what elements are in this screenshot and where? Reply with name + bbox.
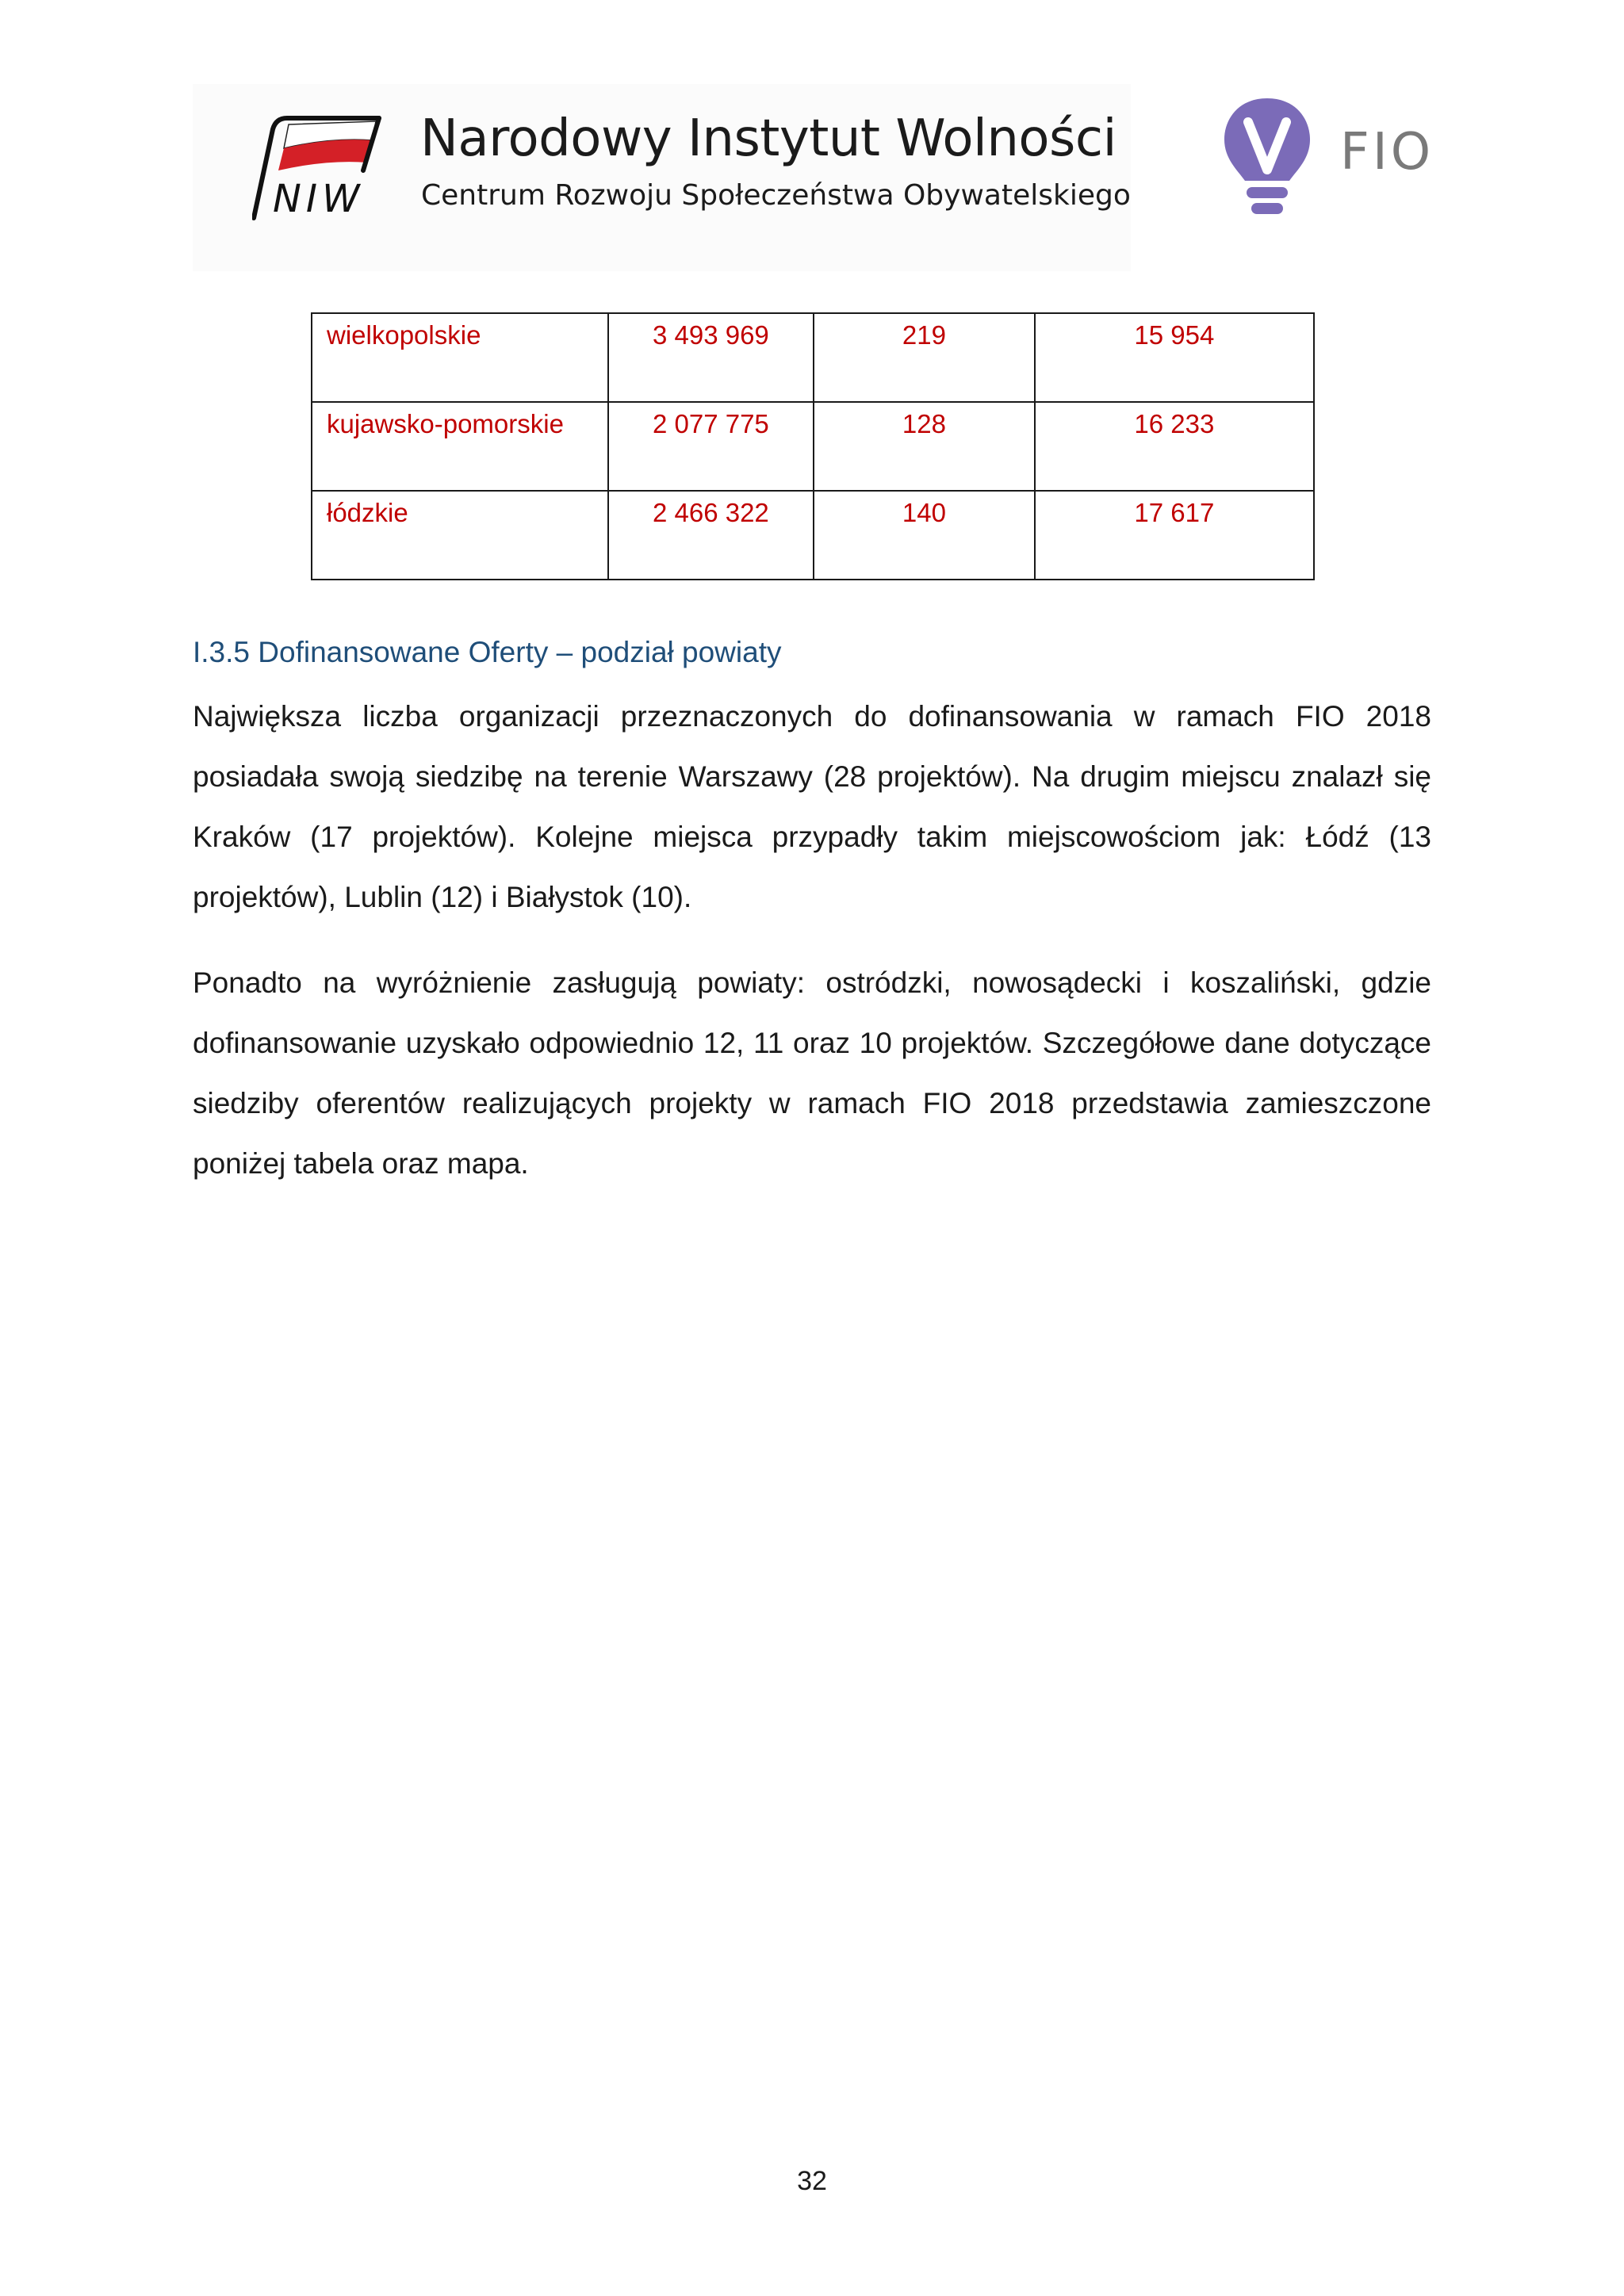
table-cell-region: wielkopolskie	[312, 313, 608, 402]
table-cell-value: 2 466 322	[608, 491, 814, 580]
table-cell-region: kujawsko-pomorskie	[312, 402, 608, 491]
table-cell-value: 140	[814, 491, 1035, 580]
body-paragraph: Ponadto na wyróżnienie zasługują powiaty: ostródzki, nowosądecki i koszaliński, gdzie dofinansowanie uzyskało odpowiednio 12, 11 oraz 10 projektów. Szczegółowe dane dotyczące siedziby oferentów realizujących projekty w ramach FIO 2018 przedstawia zamieszczone poniżej tabela oraz mapa.	[193, 966, 1431, 1180]
table-cell-value: 16 233	[1035, 402, 1314, 491]
table-cell-value: 17 617	[1035, 491, 1314, 580]
table-cell-value: 2 077 775	[608, 402, 814, 491]
niw-logo-text: NIW	[273, 177, 365, 221]
table-row	[312, 313, 1314, 402]
table-row	[312, 402, 1314, 491]
table-cell-value: 128	[814, 402, 1035, 491]
fio-lightbulb-icon	[1220, 94, 1315, 225]
section-heading: I.3.5 Dofinansowane Oferty – podział powiaty	[193, 636, 782, 668]
body-paragraph: Największa liczba organizacji przeznaczonych do dofinansowania w ramach FIO 2018 posiadała swoją siedzibę na terenie Warszawy (28 projektów). Na drugim miejscu znalazł się Kraków (17 projektów). Kolejne miejsca przypadły takim miejscowościom jak: Łódź (13 projektów), Lublin (12) i Białystok (10).	[193, 700, 1431, 913]
niw-logo	[252, 113, 392, 223]
fio-text: FIO	[1340, 123, 1434, 182]
table-row	[312, 491, 1314, 580]
regions-table	[311, 312, 1315, 580]
niw-subtitle: Centrum Rozwoju Społeczeństwa Obywatelskiego	[421, 179, 1131, 212]
table-cell-region: łódzkie	[312, 491, 608, 580]
table-cell-value: 3 493 969	[608, 313, 814, 402]
table-cell-value: 219	[814, 313, 1035, 402]
page-number: 32	[797, 2166, 827, 2196]
niw-title: Narodowy Instytut Wolności	[420, 109, 1116, 168]
table-cell-value: 15 954	[1035, 313, 1314, 402]
